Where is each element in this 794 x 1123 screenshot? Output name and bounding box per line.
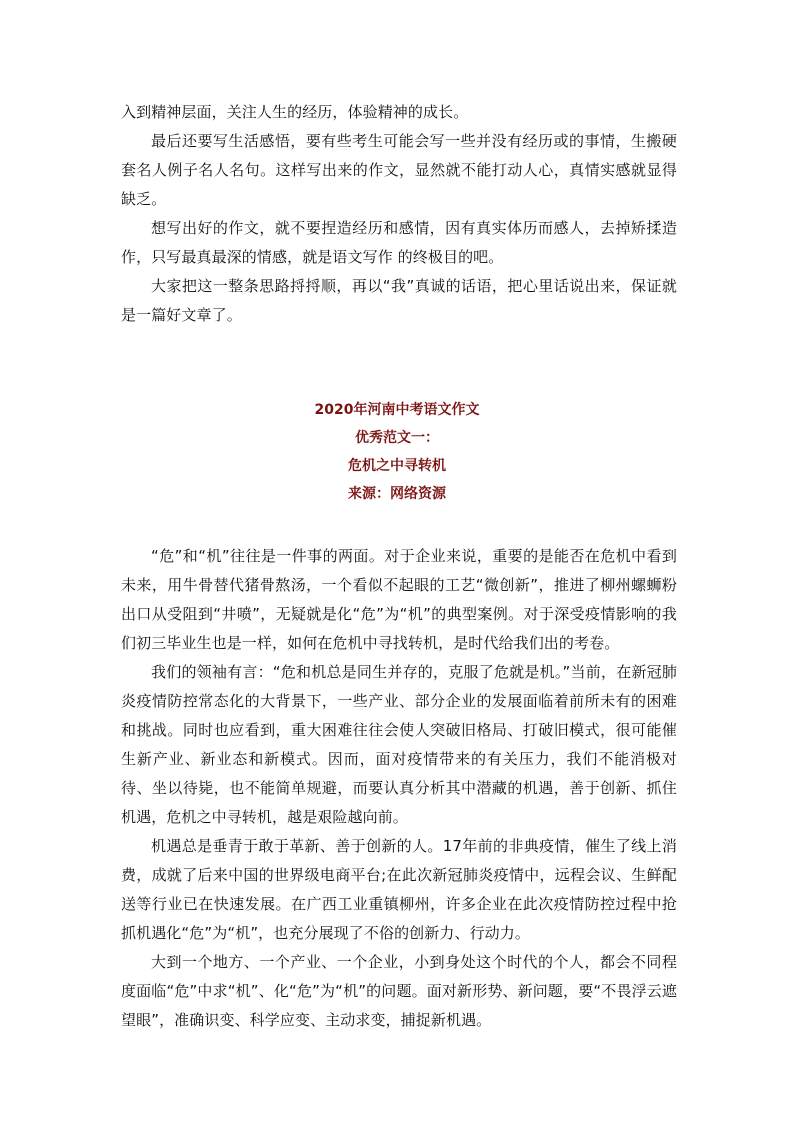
paragraph: 入到精神层面，关注人生的经历，体验精神的成长。	[121, 103, 469, 121]
document-title: 2020年河南中考语文作文	[314, 402, 480, 418]
paragraph: 大家把这一整条思路捋捋顺，再以“我”真诚的话语，把心里话说出来，保证就是一篇好文章了。	[121, 277, 677, 324]
paragraph: “危”和“机”往往是一件事的两面。对于企业来说，重要的是能否在危机中看到未来，用牛骨替代猪骨熬汤，一个看似不起眼的工艺“微创新”，推进了柳州螺蛳粉出口从受阻到“井喷”，无疑就是化“危”为“机”的典型案例。对于深受疫情影响的我们初三毕业生也是一样，如何在危机中寻找转机，是时代给我们出的考卷。	[121, 547, 677, 652]
essay-source: 来源：网络资源	[348, 486, 446, 502]
paragraph: 我们的领袖有言：“危和机总是同生并存的，克服了危就是机。”当前，在新冠肺炎疫情防控常态化的大背景下，一些产业、部分企业的发展面临着前所未有的困难和挑战。同时也应看到，重大困难往往会使人突破旧格局、打破旧模式，很可能催生新产业、新业态和新模式。因而，面对疫情带来的有关压力，我们不能消极对待、坐以待毙，也不能简单规避，而要认真分析其中潜藏的机遇，善于创新、抓住机遇，危机之中寻转机，越是艰险越向前。	[121, 663, 677, 826]
paragraph: 想写出好的作文，就不要捏造经历和感情，因有真实体历而感人，去掉矫揉造作，只写最真最深的情感，就是语文写作 的终极目的吧。	[121, 219, 677, 266]
paragraph: 大到一个地方、一个产业、一个企业，小到身处这个时代的个人，都会不同程度面临“危”中求“机”、化“危”为“机”的问题。面对新形势、新问题，要“不畏浮云遮望眼”，准确识变、科学应变、主动求变，捕捉新机遇。	[121, 953, 677, 1029]
paragraph: 机遇总是垂青于敢于革新、善于创新的人。17年前的非典疫情，催生了线上消费，成就了后来中国的世界级电商平台;在此次新冠肺炎疫情中，远程会议、生鲜配送等行业已在快速发展。在广西工业重镇柳州，许多企业在此次疫情防控过程中抢抓机遇化“危”为“机”，也充分展现了不俗的创新力、行动力。	[121, 837, 677, 942]
essay-title: 危机之中寻转机	[348, 458, 446, 474]
essay-subtitle: 优秀范文一：	[355, 430, 439, 446]
essay-heading	[0, 396, 794, 508]
paragraph: 最后还要写生活感悟，要有些考生可能会写一些并没有经历或的事情，生搬硬套名人例子名人名句。这样写出来的作文，显然就不能打动人心，真情实感就显得缺乏。	[121, 132, 677, 208]
top-section	[121, 98, 677, 330]
essay-body	[121, 542, 677, 1035]
